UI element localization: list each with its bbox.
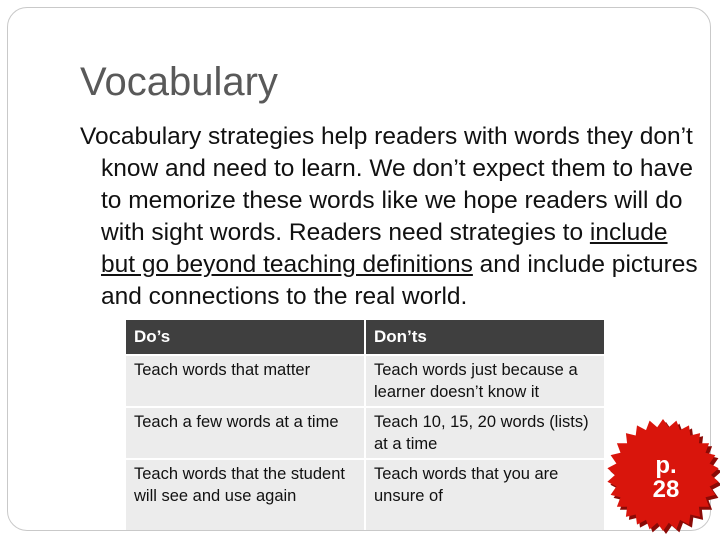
header-dos: Do’s	[126, 320, 364, 354]
header-donts: Don’ts	[366, 320, 604, 354]
table-row	[126, 356, 604, 406]
table-cell-dont: Teach 10, 15, 20 words (lists) at a time	[366, 408, 604, 458]
table-cell-do: Teach a few words at a time	[126, 408, 364, 458]
table-cell-dont: Teach words that you are unsure of	[366, 460, 604, 530]
body-text	[80, 121, 701, 313]
table-cell-dont: Teach words just because a learner doesn’t know it	[366, 356, 604, 406]
table-row	[126, 460, 604, 530]
body-text-part2: and include pictures and connections to the real world.	[101, 251, 698, 310]
table-row	[126, 408, 604, 458]
table-header-row	[126, 320, 604, 354]
body-text-part1: Vocabulary strategies help readers with words they don’t know and need to learn. We don’t expect them to have to memorize these words like we hope readers will do with sight words. Readers need strategies to	[80, 123, 694, 246]
table-cell-do: Teach words that matter	[126, 356, 364, 406]
dos-donts-table	[124, 318, 606, 532]
page-badge	[605, 417, 720, 539]
slide-title: Vocabulary	[80, 60, 278, 104]
badge-line1: p.	[655, 452, 677, 479]
badge-line2: 28	[652, 476, 680, 503]
body-text-underlined: include but go beyond teaching definitions	[101, 219, 668, 278]
table-cell-do: Teach words that the student will see and use again	[126, 460, 364, 530]
